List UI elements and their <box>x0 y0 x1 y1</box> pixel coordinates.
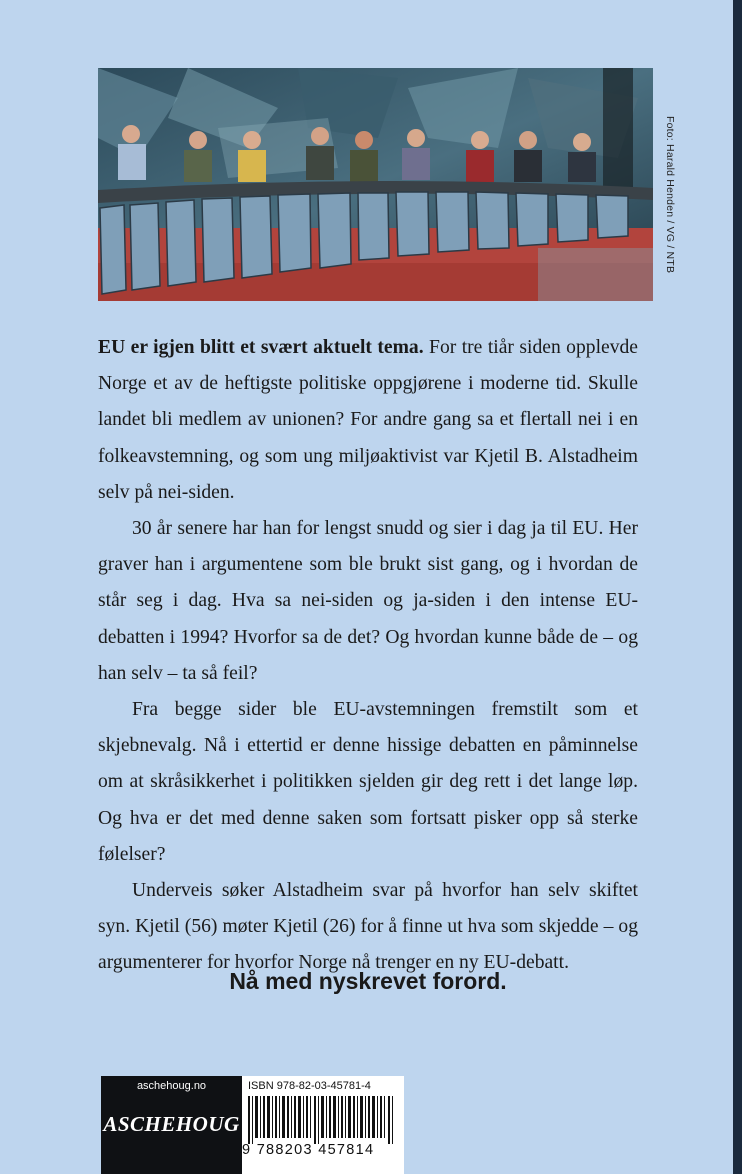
photo-credit <box>664 116 678 302</box>
blurb-paragraph-3: Fra begge sider ble EU-avstemningen fremstilt som et skjebnevalg. Nå i ettertid er denne hissige debatten en påminnelse om at skråsikkerhet i politikken sjelden gir deg rett i det lange løp. Og hva er det med denne saken som fortsatt pisker opp så sterke følelser? <box>98 699 638 865</box>
publisher-logo: ASCHEHOUG <box>103 1112 240 1136</box>
blurb-paragraph-4: Underveis søker Alstadheim svar på hvorfor han selv skiftet syn. Kjetil (56) møter Kjetil (26) for å finne ut hva som skjedde – og argumenterer for hvorfor Norge nå trenger en ny EU-debatt. <box>98 880 638 974</box>
publisher-url: aschehoug.no <box>136 1080 207 1092</box>
photo-credit-text: Foto: Harald Henden / VG / NTB <box>664 116 676 274</box>
tagline: Nå med nyskrevet forord. <box>229 968 507 994</box>
blurb-paragraph-1-text: For tre tiår siden opplevde Norge et av de heftigste politiske oppgjørene i moderne tid. Skulle landet bli medlem av unionen? For andre gang sa et flertall nei i en folkeavstemning, og som ung miljøaktivist var Kjetil B. Alstadheim selv på nei-siden. <box>98 337 639 503</box>
cover-photo <box>98 68 653 301</box>
isbn-text: ISBN 978-82-03-45781-4 <box>248 1080 371 1092</box>
blurb-paragraph-1 <box>98 330 638 511</box>
barcode-block <box>242 1076 404 1174</box>
barcode-digits: 9 788203 457814 <box>242 1142 375 1158</box>
blurb-lead: EU er igjen blitt et svært aktuelt tema. <box>98 337 424 358</box>
barcode-icon <box>248 1096 398 1144</box>
blurb <box>98 330 638 982</box>
blurb-paragraph-2: 30 år senere har han for lengst snudd og sier i dag ja til EU. Her graver han i argumentene som ble brukt sist gang, og i hvordan de står seg i dag. Hva sa nei-siden og ja-siden i den intense EU-debatten i 1994? Hvorfor sa de det? Og hvordan kunne både de – og han selv – ta så feil? <box>98 518 638 684</box>
spine-edge <box>733 0 742 1174</box>
publisher-block <box>101 1076 242 1174</box>
